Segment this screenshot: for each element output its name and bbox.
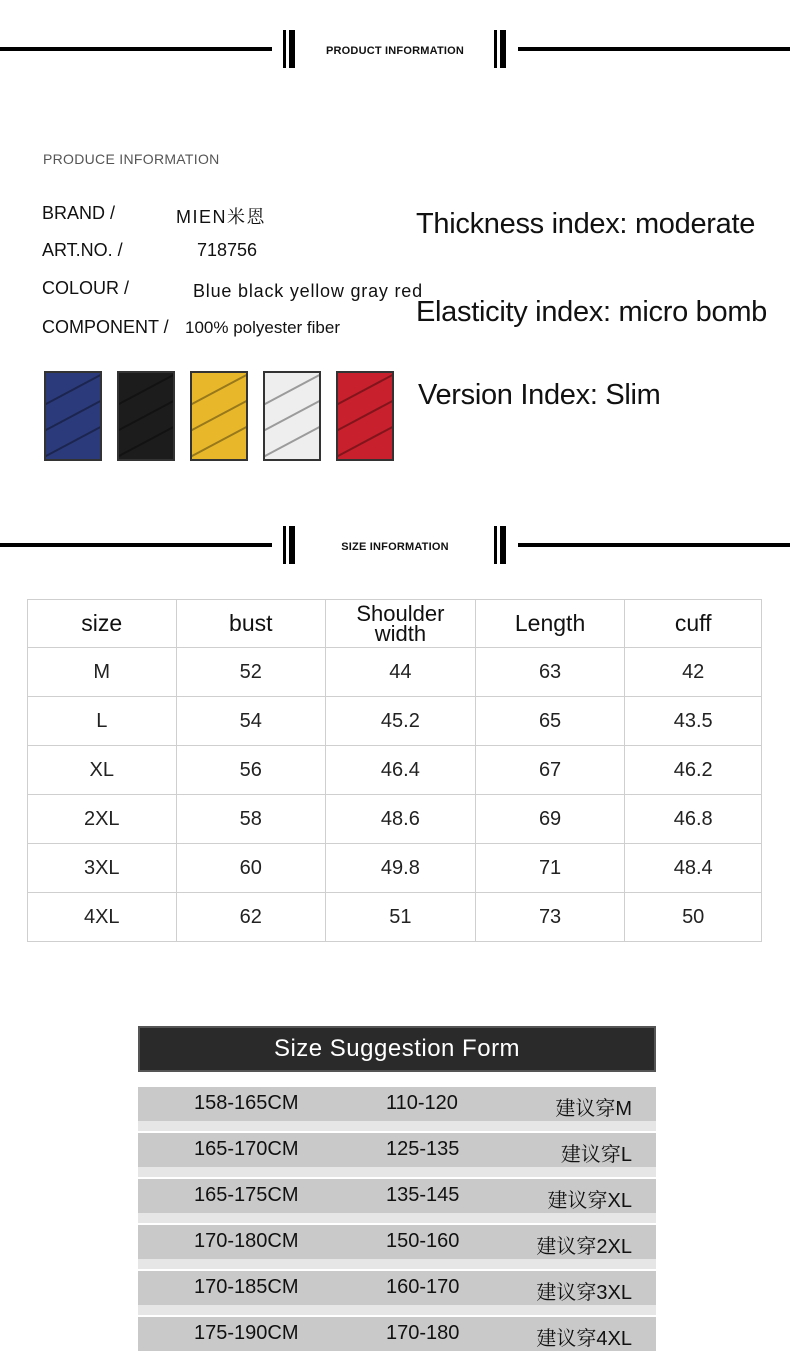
size-suggestion-title: Size Suggestion Form — [138, 1026, 656, 1072]
quilt-seam — [44, 416, 102, 461]
swatch-blue — [44, 371, 102, 461]
product-information-divider — [0, 30, 790, 70]
cell-shoulder: 45.2 — [326, 697, 476, 746]
row-separator — [138, 1213, 656, 1223]
component-label: COMPONENT / — [42, 317, 169, 337]
row-separator — [138, 1121, 656, 1131]
weight-range: 135-145 — [386, 1184, 460, 1206]
size-recommendation: 建议穿XL — [547, 1190, 632, 1212]
table-row — [28, 893, 762, 942]
size-recommendation: 建议穿M — [555, 1098, 632, 1120]
cell-bust: 54 — [176, 697, 326, 746]
header-bust: bust — [176, 600, 326, 648]
cell-size: L — [28, 697, 177, 746]
height-range: 158-165CM — [194, 1092, 299, 1114]
size-recommendation: 建议穿3XL — [536, 1282, 632, 1304]
version-index: Version Index: Slim — [418, 379, 661, 411]
quilt-seam — [336, 416, 394, 461]
table-row — [28, 844, 762, 893]
cell-bust: 56 — [176, 746, 326, 795]
cell-cuff: 43.5 — [625, 697, 762, 746]
cell-cuff: 46.2 — [625, 746, 762, 795]
cell-size: 4XL — [28, 893, 177, 942]
cell-size: 3XL — [28, 844, 177, 893]
quilt-seam — [117, 416, 175, 461]
quilt-seam — [44, 371, 102, 412]
weight-range: 170-180 — [386, 1322, 460, 1344]
cell-size: XL — [28, 746, 177, 795]
header-shoulder-width — [326, 600, 476, 648]
cell-length: 67 — [475, 746, 625, 795]
art-no-label: ART.NO. / — [42, 240, 123, 260]
colour-label: COLOUR / — [42, 278, 130, 298]
cell-bust: 62 — [176, 893, 326, 942]
cell-bust: 52 — [176, 648, 326, 697]
elasticity-index: Elasticity index: micro bomb — [416, 296, 767, 328]
quilt-seam — [336, 371, 394, 412]
quilt-seam — [190, 416, 248, 461]
quilt-seam — [190, 371, 248, 412]
row-separator — [138, 1305, 656, 1315]
weight-range: 125-135 — [386, 1138, 460, 1160]
header-size: size — [28, 600, 177, 648]
row-separator — [138, 1259, 656, 1269]
cell-shoulder: 49.8 — [326, 844, 476, 893]
quilt-seam — [263, 371, 321, 412]
size-recommendation: 建议穿4XL — [536, 1328, 632, 1350]
section-title: PRODUCT INFORMATION — [325, 45, 465, 57]
produce-information-heading: PRODUCE INFORMATION — [43, 151, 220, 167]
table-header-row — [28, 600, 762, 648]
cell-shoulder: 44 — [326, 648, 476, 697]
table-row — [28, 795, 762, 844]
weight-range: 160-170 — [386, 1276, 460, 1298]
cell-cuff: 46.8 — [625, 795, 762, 844]
weight-range: 150-160 — [386, 1230, 460, 1252]
cell-size: 2XL — [28, 795, 177, 844]
size-information-divider — [0, 526, 790, 566]
cell-length: 73 — [475, 893, 625, 942]
table-row — [28, 648, 762, 697]
suggestion-row — [138, 1087, 656, 1121]
size-recommendation: 建议穿2XL — [536, 1236, 632, 1258]
thickness-index: Thickness index: moderate — [416, 208, 756, 240]
colour-value: Blue black yellow gray red — [193, 281, 423, 301]
cell-length: 69 — [475, 795, 625, 844]
swatch-black — [117, 371, 175, 461]
cell-cuff: 48.4 — [625, 844, 762, 893]
brand-value: MIEN米恩 — [176, 207, 266, 227]
height-range: 165-175CM — [194, 1184, 299, 1206]
row-separator — [138, 1167, 656, 1177]
size-table — [27, 599, 762, 942]
cell-bust: 58 — [176, 795, 326, 844]
table-row — [28, 746, 762, 795]
table-row — [28, 697, 762, 746]
component-value: 100% polyester fiber — [185, 318, 340, 337]
header-shoulder-line2: width — [374, 620, 427, 646]
swatch-white — [263, 371, 321, 461]
cell-size: M — [28, 648, 177, 697]
suggestion-row — [138, 1133, 656, 1167]
swatch-yellow — [190, 371, 248, 461]
quilt-seam — [117, 371, 175, 412]
header-shoulder-line1: Shoulder — [356, 600, 445, 626]
height-range: 175-190CM — [194, 1322, 299, 1344]
suggestion-row — [138, 1271, 656, 1305]
suggestion-row — [138, 1179, 656, 1213]
cell-shoulder: 48.6 — [326, 795, 476, 844]
cell-bust: 60 — [176, 844, 326, 893]
height-range: 170-180CM — [194, 1230, 299, 1252]
cell-length: 63 — [475, 648, 625, 697]
suggestion-row — [138, 1317, 656, 1351]
section-title: SIZE INFORMATION — [341, 541, 449, 553]
cell-shoulder: 46.4 — [326, 746, 476, 795]
height-range: 165-170CM — [194, 1138, 299, 1160]
quilt-seam — [263, 416, 321, 461]
swatch-red — [336, 371, 394, 461]
brand-label: BRAND / — [42, 203, 116, 223]
cell-cuff: 42 — [625, 648, 762, 697]
suggestion-row — [138, 1225, 656, 1259]
cell-cuff: 50 — [625, 893, 762, 942]
header-cuff: cuff — [625, 600, 762, 648]
art-no-value: 718756 — [197, 240, 258, 260]
weight-range: 110-120 — [386, 1092, 458, 1114]
height-range: 170-185CM — [194, 1276, 299, 1298]
size-recommendation: 建议穿L — [560, 1144, 632, 1166]
cell-length: 65 — [475, 697, 625, 746]
cell-shoulder: 51 — [326, 893, 476, 942]
cell-length: 71 — [475, 844, 625, 893]
header-length: Length — [475, 600, 625, 648]
